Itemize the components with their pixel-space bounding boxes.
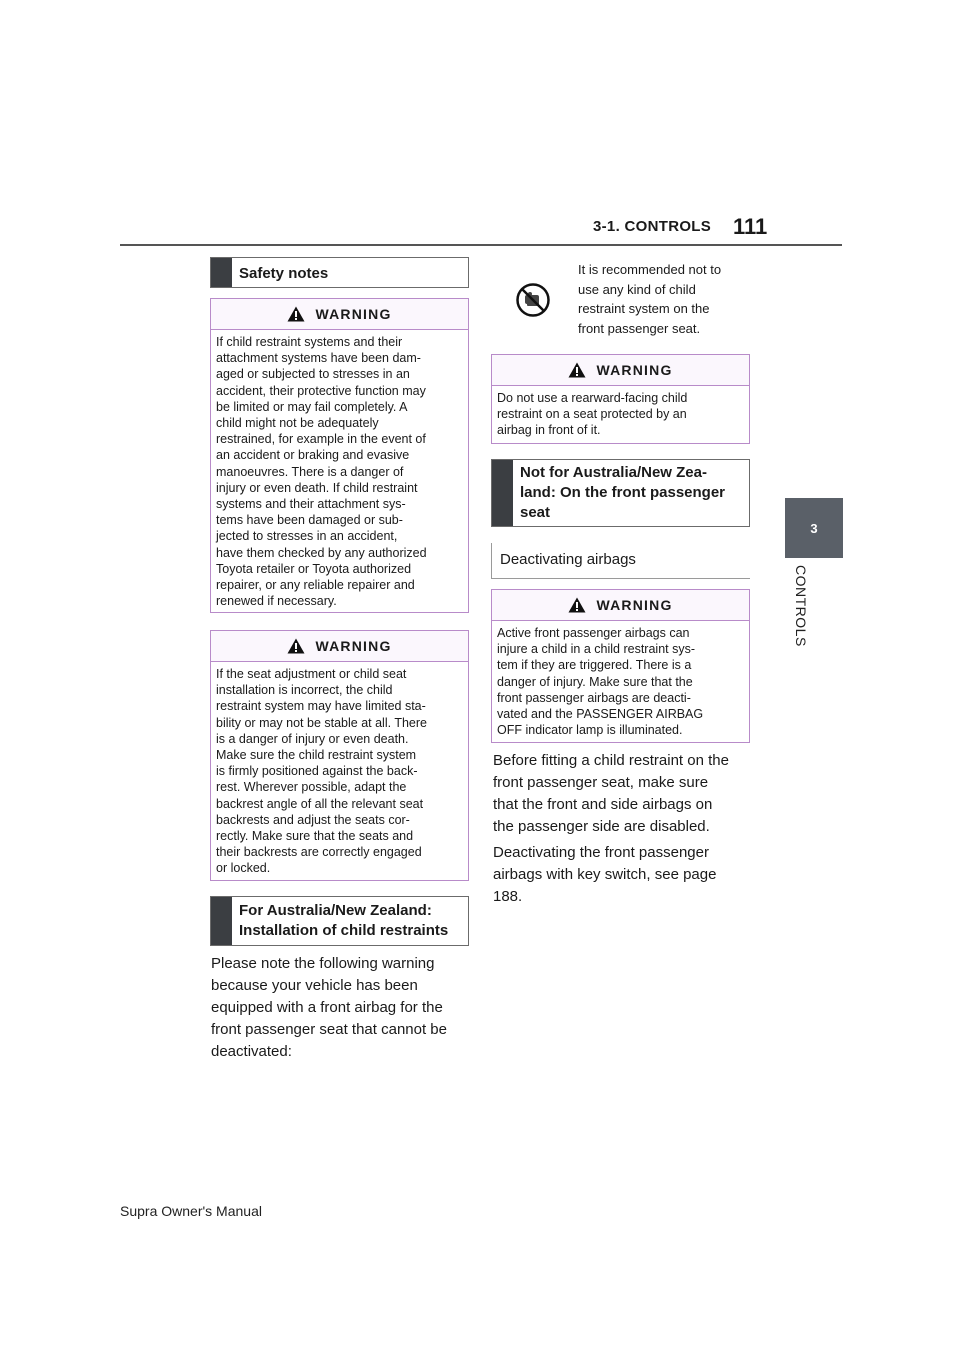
paragraph-line: airbags with key switch, see page [493, 866, 717, 883]
warning-line: rectly. Make sure that the seats and [216, 829, 414, 844]
paragraph-line: the passenger side are disabled. [493, 818, 710, 835]
no-child-restraint-text [578, 260, 748, 338]
paragraph-line: Before fitting a child restraint on the [493, 752, 729, 769]
footer-manual-title: Supra Owner's Manual [120, 1203, 262, 1219]
warning-line: be limited or may fail completely. A [216, 399, 408, 414]
paragraph-line: deactivated: [211, 1043, 292, 1060]
chapter-tab [785, 498, 843, 558]
before-fitting-paragraph [493, 750, 755, 838]
paragraph-line: 188. [493, 888, 523, 905]
warning-title: WARNING [315, 306, 392, 322]
warning-line: backrests and adjust the seats cor- [216, 812, 410, 827]
icon-text-line: It is recommended not to [578, 262, 722, 277]
paragraph-line: Deactivating the front passenger [493, 844, 709, 861]
warning-title: WARNING [596, 597, 673, 613]
warning-line: an accident or braking and evasive [216, 448, 410, 463]
warning-line: repairer, or any reliable repairer and [216, 578, 415, 593]
warning-triangle-icon [568, 597, 586, 613]
warning-header [492, 355, 749, 386]
warning-line: bility or may not be stable at all. There [216, 715, 427, 730]
warning-line: restraint on a seat protected by an [497, 407, 687, 422]
warning-line: installation is incorrect, the child [216, 683, 393, 698]
chapter-label: CONTROLS [793, 565, 809, 647]
deactivating-airbags-heading: Deactivating airbags [491, 543, 750, 579]
warning-line: is a danger of injury or even death. [216, 731, 409, 746]
warning-header [211, 631, 468, 662]
heading-line: For Australia/New Zealand: [239, 902, 432, 919]
warning-line: Make sure the child restraint system [216, 748, 417, 763]
warning-header [492, 590, 749, 621]
warning-line: or locked. [216, 861, 271, 876]
icon-text-line: front passenger seat. [578, 320, 701, 336]
warning-line: manoeuvres. There is a danger of [216, 464, 404, 479]
paragraph-line: equipped with a front airbag for the [211, 999, 443, 1016]
warning-triangle-icon [568, 362, 586, 378]
warning-title: WARNING [596, 362, 673, 378]
warning-line: restraint system may have limited sta- [216, 699, 426, 714]
warning-line: backrest angle of all the relevant seat [216, 796, 424, 811]
warning-box-seat-adjustment [210, 630, 469, 881]
key-switch-paragraph [493, 842, 755, 908]
page-number: 111 [733, 214, 768, 239]
warning-line: rest. Wherever possible, adapt the [216, 780, 407, 795]
warning-line: attachment systems have been dam- [216, 351, 421, 366]
warning-line: their backrests are correctly engaged [216, 845, 422, 860]
warning-line: Active front passenger airbags can [497, 626, 690, 640]
heading-bar [492, 460, 513, 526]
heading-text [513, 460, 731, 526]
heading-bar [211, 258, 232, 287]
header-rule [120, 244, 842, 246]
heading-line: land: On the front passenger [520, 484, 726, 501]
warning-body [211, 662, 468, 883]
warning-line: If child restraint systems and their [216, 335, 403, 349]
australia-installation-heading [210, 896, 469, 946]
warning-box-rearward-facing [491, 354, 750, 444]
warning-header [211, 299, 468, 330]
warning-body [492, 386, 749, 445]
warning-triangle-icon [287, 306, 305, 322]
paragraph-line: because your vehicle has been [211, 977, 418, 994]
warning-line: OFF indicator lamp is illuminated. [497, 723, 683, 738]
heading-bar [211, 897, 232, 945]
heading-text [232, 897, 454, 945]
section-label: 3-1. CONTROLS [593, 218, 712, 235]
icon-text-line: use any kind of child [578, 281, 696, 297]
warning-box-damaged-restraints [210, 298, 469, 613]
heading-line: Not for Australia/New Zea- [520, 464, 707, 481]
warning-line: systems and their attachment sys- [216, 497, 406, 512]
warning-line: If the seat adjustment or child seat [216, 667, 407, 681]
warning-line: restrained, for example in the event of [216, 432, 426, 447]
warning-line: aged or subjected to stresses in an [216, 367, 410, 382]
warning-line: have them checked by any authorized [216, 545, 427, 560]
front-airbag-paragraph [211, 953, 471, 1063]
warning-line: injury or even death. If child restraint [216, 480, 418, 495]
warning-line: vated and the PASSENGER AIRBAG [497, 707, 704, 722]
warning-line: child might not be adequately [216, 416, 379, 431]
warning-box-active-airbags [491, 589, 750, 743]
warning-line: front passenger airbags are deacti- [497, 690, 691, 705]
warning-line: danger of injury. Make sure that the [497, 674, 693, 689]
no-child-restraint-icon [516, 283, 550, 317]
warning-line: renewed if necessary. [216, 594, 337, 609]
warning-line: airbag in front of it. [497, 423, 601, 438]
paragraph-line: front passenger seat that cannot be [211, 1021, 447, 1038]
chapter-number: 3 [810, 520, 818, 536]
warning-body [492, 621, 749, 744]
safety-notes-heading [210, 257, 469, 288]
warning-title: WARNING [315, 638, 392, 654]
warning-line: accident, their protective function may [216, 383, 426, 398]
warning-line: tem if they are triggered. There is a [497, 658, 692, 673]
heading-line: seat [520, 504, 551, 521]
warning-line: is firmly positioned against the back- [216, 764, 418, 779]
not-australia-heading [491, 459, 750, 527]
warning-body [211, 330, 468, 615]
paragraph-line: that the front and side airbags on [493, 796, 713, 813]
heading-text: Safety notes [239, 265, 329, 282]
warning-line: Do not use a rearward-facing child [497, 391, 688, 405]
heading-line: Installation of child restraints [239, 922, 449, 939]
paragraph-line: front passenger seat, make sure [493, 774, 709, 791]
warning-line: Toyota retailer or Toyota authorized [216, 561, 412, 576]
warning-line: injure a child in a child restraint sys- [497, 642, 695, 657]
icon-text-line: restraint system on the [578, 301, 710, 316]
warning-line: tems have been damaged or sub- [216, 513, 403, 528]
paragraph-line: Please note the following warning [211, 955, 435, 972]
warning-line: jected to stresses in an accident, [216, 529, 398, 544]
warning-triangle-icon [287, 638, 305, 654]
